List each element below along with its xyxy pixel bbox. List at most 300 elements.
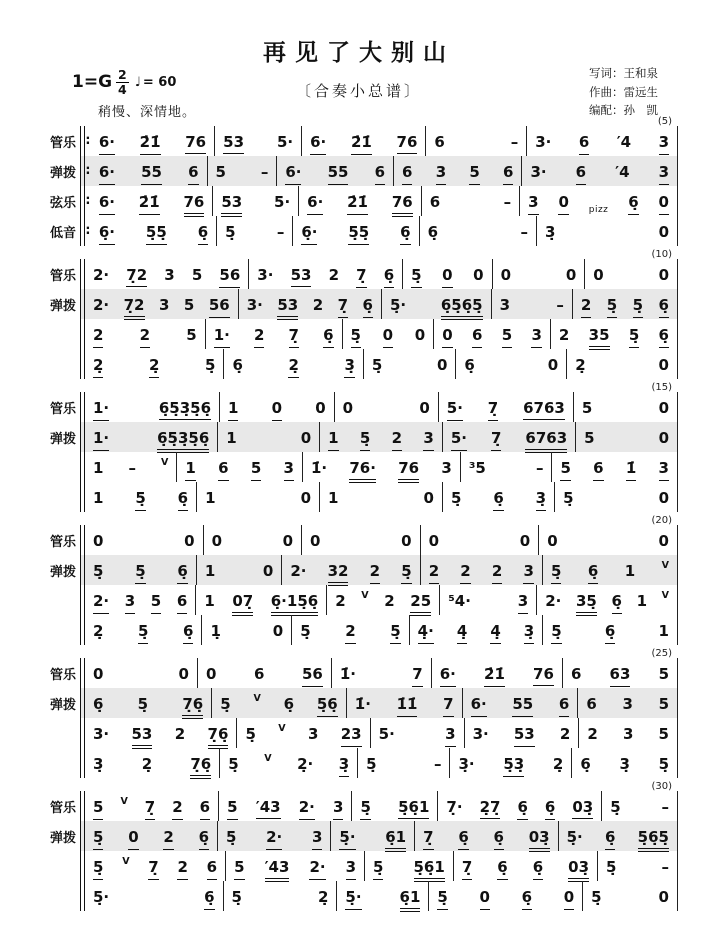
note-token: 2 — [460, 562, 470, 584]
notation-line — [80, 658, 678, 688]
note-token: 0 — [547, 532, 558, 550]
notation-line — [80, 482, 678, 512]
measure — [572, 748, 678, 778]
note-token: 5̣ — [137, 695, 149, 713]
note-token: 5 — [183, 296, 195, 314]
credit-lyricist: 写词：王和泉 — [589, 66, 658, 80]
measure — [91, 126, 215, 156]
note-token: 3 — [499, 296, 511, 314]
note-token: 6̣ — [493, 489, 503, 511]
score-systems — [0, 116, 718, 911]
note-token: 6̣ — [659, 326, 669, 348]
note-token: 0 — [282, 532, 294, 550]
note-token: 2 — [93, 326, 103, 348]
note-token: 5̣ — [231, 888, 242, 906]
notation-line — [80, 585, 678, 615]
note-token: 0 — [423, 489, 434, 507]
note-token: 0 — [565, 266, 577, 284]
note-token: – — [661, 858, 670, 876]
note-token: 5̣ — [607, 296, 617, 318]
note-token: 2̣ — [149, 356, 159, 378]
measure — [585, 259, 678, 289]
note-token: 6̣ — [533, 858, 543, 880]
note-token: 1̇· — [339, 665, 356, 683]
staff-row — [36, 615, 678, 645]
notation-line — [80, 821, 678, 851]
note-token: 2 — [392, 429, 402, 451]
staff-row — [36, 289, 678, 319]
note-token: 3̣ — [93, 755, 104, 773]
note-token: 5̣5̣ — [146, 223, 167, 245]
measure — [85, 658, 198, 688]
note-token: 5̣ — [300, 622, 311, 640]
system — [36, 648, 678, 778]
measure — [543, 555, 678, 585]
note-token: 2 — [254, 326, 264, 348]
measure — [438, 791, 602, 821]
note-token: 1 — [228, 399, 238, 421]
note-token: 2· — [545, 592, 562, 610]
measure — [219, 791, 352, 821]
measure — [403, 259, 492, 289]
note-token: 7̣ — [491, 429, 501, 451]
staff-row — [36, 658, 678, 688]
note-token: 6 — [570, 665, 582, 683]
note-token: 3 — [436, 163, 446, 185]
note-token: 6̣ — [494, 828, 504, 850]
note-token: 6̣ — [363, 296, 373, 318]
measure — [434, 319, 551, 349]
measure — [85, 881, 224, 911]
note-token: 6· — [471, 695, 487, 717]
measure-number: (5) — [657, 116, 672, 127]
note-token: 0 — [442, 326, 452, 348]
measure — [537, 585, 678, 615]
note-token: 5̣ — [551, 562, 561, 584]
notation-line — [80, 851, 678, 881]
note-token: 0 — [178, 665, 189, 683]
measure — [426, 126, 527, 156]
note-token: 76 — [533, 665, 554, 689]
note-token: 5̣ — [450, 489, 462, 507]
note-token: 3 — [346, 858, 356, 880]
note-token: 2̇1̇ — [351, 133, 372, 155]
note-token: 6 — [472, 326, 482, 348]
note-token: 5̣ — [610, 798, 621, 816]
staff-row — [36, 881, 678, 911]
note-token: 2̣ — [575, 356, 586, 374]
note-token: 2 — [312, 296, 324, 314]
measure — [282, 555, 420, 585]
note-token: 5· — [451, 429, 467, 451]
note-token: 0 — [473, 266, 484, 284]
note-token: 6· — [310, 133, 326, 155]
note-token: 6̣ — [199, 828, 209, 850]
note-token: 0 — [442, 266, 452, 288]
note-token: 0 — [272, 622, 284, 640]
note-token: 0 — [658, 532, 669, 550]
measure — [206, 319, 343, 349]
instrument-label: 管乐 — [49, 800, 76, 816]
note-token: 2̣ — [93, 622, 104, 640]
instrument-label — [36, 718, 80, 748]
note-token: 53 — [223, 133, 244, 157]
staff-row — [36, 791, 678, 821]
measure — [576, 422, 678, 452]
note-token: 6 — [253, 665, 265, 683]
note-token: 5̣· — [345, 888, 361, 910]
note-token: 6̣ — [177, 562, 187, 584]
measure — [85, 821, 218, 851]
note-token: 5· — [274, 193, 291, 211]
note-token: 35̣ — [576, 592, 597, 616]
measure — [197, 482, 320, 512]
measure — [327, 585, 440, 615]
measure-number: (25) — [651, 648, 672, 659]
note-token: 56 — [209, 296, 230, 318]
note-token: 0 — [436, 356, 448, 374]
note-token: 6̣ — [659, 296, 669, 318]
instrument-label: 弹拨 — [49, 564, 76, 580]
note-token: 6 — [434, 133, 445, 151]
note-token: 5̣ — [551, 622, 561, 644]
note-token: 25 — [410, 592, 431, 616]
note-token: 3· — [93, 725, 110, 743]
note-token: 3 — [445, 725, 455, 747]
instrument-label: 弦乐 — [49, 195, 76, 211]
measure — [85, 615, 202, 645]
note-token: 6̣ — [178, 489, 188, 511]
note-token: 5 — [151, 592, 161, 614]
note-token: 5̣· — [389, 296, 407, 314]
measure — [212, 688, 347, 718]
note-token: 3 — [622, 695, 633, 713]
measure — [429, 881, 583, 911]
note-token: 1 — [226, 429, 237, 447]
measure — [218, 422, 320, 452]
meter-denominator: 4 — [118, 81, 127, 97]
note-token: 5̣ — [366, 755, 377, 773]
measure — [249, 259, 403, 289]
note-token: – — [260, 163, 269, 181]
staff-row — [36, 216, 678, 246]
note-token: 6̣ — [545, 798, 555, 820]
note-token: 6763 — [525, 429, 567, 453]
note-token: 2· — [299, 798, 315, 820]
time-signature — [116, 68, 129, 97]
note-token: 1 — [185, 459, 195, 481]
measure — [237, 718, 370, 748]
note-token: 3 — [125, 592, 135, 614]
measure — [454, 851, 598, 881]
note-token: 2̇1̇ — [347, 193, 368, 215]
note-token: 5̣ — [629, 326, 639, 348]
note-token: 6· — [440, 665, 456, 687]
note-token: 6̣ — [93, 695, 104, 713]
note-token: 0 — [128, 828, 138, 850]
measure — [422, 186, 520, 216]
note-token: 2 — [558, 326, 570, 344]
note-token: 5̣ — [93, 562, 104, 580]
note-token: 1̇1̇ — [397, 695, 418, 717]
note-token: 5̣ — [437, 888, 447, 910]
note-token: 5̣ — [228, 755, 239, 773]
measure — [85, 349, 224, 379]
note-token: 2̣ — [141, 755, 153, 773]
note-token: 3· — [530, 163, 547, 181]
note-token: 76· — [349, 459, 376, 483]
note-token: 1 — [636, 592, 648, 610]
note-token: 2 — [335, 592, 346, 610]
note-token: 0 — [205, 665, 217, 683]
note-token: 6̣ — [232, 356, 243, 374]
measure — [432, 658, 563, 688]
note-token: 53 — [514, 725, 535, 747]
note-token: 53 — [277, 296, 298, 320]
instrument-label — [36, 482, 80, 512]
note-token: – — [535, 459, 544, 477]
note-token: 6̣ — [427, 223, 439, 241]
note-token: – — [556, 296, 564, 314]
note-token: 7̣2 — [124, 296, 145, 320]
note-token: 6̣5̣6̣5̣ — [441, 296, 483, 320]
key-label: 1=G — [72, 72, 113, 93]
note-token: 6̣1 — [400, 888, 421, 912]
note-token: 6̣ — [198, 223, 208, 245]
note-token: 5̣· — [566, 828, 583, 846]
measure — [567, 349, 678, 379]
measure — [602, 791, 678, 821]
measure — [226, 851, 365, 881]
articulation-mark: V — [661, 590, 670, 601]
note-token: 3 — [622, 725, 634, 743]
note-token: 5̣ — [373, 858, 383, 880]
note-token: 3· — [535, 133, 552, 151]
notation-line — [80, 452, 678, 482]
note-token: 6 — [576, 163, 586, 185]
note-token: 6̣ — [497, 858, 507, 880]
note-token: 7̣ — [462, 858, 472, 880]
key-signature — [72, 68, 176, 97]
note-token: 3· — [472, 725, 489, 743]
measure — [85, 555, 197, 585]
note-token: 3 — [164, 266, 175, 284]
measure — [208, 156, 278, 186]
notation-line — [80, 615, 678, 645]
measure — [421, 525, 540, 555]
note-token: 0 — [272, 399, 282, 421]
note-token: 2̇1̇ — [140, 133, 161, 155]
note-token: 6̣· — [99, 223, 115, 245]
instrument-label: 管乐 — [49, 135, 76, 151]
staff-row — [36, 821, 678, 851]
note-token: 2̇1̇ — [139, 193, 160, 215]
measure — [302, 525, 421, 555]
note-token: 76 — [184, 193, 205, 217]
note-token: 5· — [276, 133, 294, 151]
note-token: 2 — [163, 828, 173, 850]
measure — [465, 718, 580, 748]
note-token: 1 — [328, 489, 339, 507]
measure — [527, 126, 678, 156]
measure — [91, 156, 208, 186]
note-token: 5̣5̣ — [348, 223, 369, 245]
note-token: 7̣ — [289, 326, 299, 348]
note-token: 6̣ — [204, 888, 214, 910]
note-token: 1̇· — [310, 459, 328, 477]
note-token: 6 — [218, 459, 228, 481]
note-token: 3 — [333, 798, 343, 820]
note-token: – — [433, 755, 442, 773]
note-token: 5 — [658, 725, 669, 743]
notation-line — [80, 525, 678, 555]
measure — [520, 186, 678, 216]
note-token: 3 — [158, 296, 170, 314]
measure — [394, 156, 522, 186]
note-token: 1 — [624, 562, 636, 580]
note-token: 3̣ — [339, 755, 349, 777]
note-token: 0 — [500, 266, 512, 284]
measure — [559, 821, 678, 851]
notation-line — [80, 392, 678, 422]
note-token: 5 — [234, 858, 244, 880]
note-token: 5 — [469, 163, 479, 185]
notation-line — [80, 349, 678, 379]
note-token: 5̣ — [226, 828, 237, 846]
note-token: 0 — [428, 532, 440, 550]
note-token: 2 — [177, 858, 187, 880]
measure — [299, 186, 422, 216]
note-token: 6̣· — [301, 223, 317, 245]
note-token: 0 — [262, 562, 274, 580]
instrument-label: 弹拨 — [49, 165, 76, 181]
note-token: 5 — [215, 163, 226, 181]
articulation-mark: V — [161, 457, 169, 468]
measure — [492, 289, 573, 319]
note-token: 5̣6̣5̣ — [638, 828, 669, 852]
measure — [224, 349, 363, 379]
measure — [461, 452, 553, 482]
measure — [415, 821, 558, 851]
measure — [85, 259, 249, 289]
instrument-label — [36, 748, 80, 778]
measure — [204, 525, 302, 555]
articulation-mark: V — [661, 560, 669, 571]
repeat-start-dots: ∶ — [86, 163, 90, 179]
note-token: 2̣ — [93, 356, 103, 378]
staff-row — [36, 349, 678, 379]
measure — [335, 392, 439, 422]
measure — [522, 156, 678, 186]
note-token: 5̣· — [339, 828, 355, 850]
note-token: 76 — [398, 459, 419, 483]
note-token: 5̣ — [401, 562, 411, 584]
measure — [343, 319, 435, 349]
measure — [331, 821, 415, 851]
measure — [85, 851, 226, 881]
note-token: 4̣ — [457, 622, 467, 644]
note-token: 0 — [93, 665, 104, 683]
system — [36, 382, 678, 512]
measure — [85, 718, 237, 748]
note-token: 3̣ — [545, 223, 556, 241]
measure — [239, 289, 382, 319]
measure — [85, 422, 218, 452]
note-token: 6̣ — [580, 755, 591, 773]
note-token: 3 — [423, 429, 433, 451]
note-token: ′4 — [615, 163, 630, 181]
note-token: 0 — [383, 326, 393, 348]
note-token: 3· — [257, 266, 274, 284]
measure — [443, 422, 576, 452]
note-token: 6̣ — [588, 562, 598, 584]
note-token: 55 — [141, 163, 162, 185]
note-token: 0 — [419, 399, 430, 417]
instrument-label: 管乐 — [49, 401, 76, 417]
notation-line — [80, 555, 678, 585]
instrument-label — [36, 452, 80, 482]
note-token: 6̣ — [628, 193, 638, 215]
score-subtitle: 〔合奏小总谱〕 — [295, 82, 422, 100]
note-token: 6̣ — [612, 592, 622, 614]
notation-line — [80, 422, 678, 452]
note-token: 0 — [414, 326, 426, 344]
measure — [382, 289, 492, 319]
note-token: 5̣ — [606, 858, 617, 876]
note-token: 6 — [375, 163, 385, 185]
measure — [337, 881, 429, 911]
note-token: 0 — [93, 532, 104, 550]
note-token: 1· — [93, 429, 109, 451]
note-token: 7̣6̣ — [208, 725, 229, 749]
measure — [421, 555, 543, 585]
note-token: 5̣ — [360, 798, 370, 820]
staff-row — [36, 585, 678, 615]
score-header — [0, 0, 718, 122]
note-token: 3 — [518, 592, 528, 614]
measure — [456, 349, 567, 379]
note-token: 35 — [589, 326, 610, 350]
note-token: 0 — [342, 399, 354, 417]
note-token: 5̣ — [591, 888, 602, 906]
note-token: – — [510, 133, 519, 151]
measure — [440, 585, 537, 615]
note-token: 5̣ — [658, 755, 670, 773]
note-token: 7 — [412, 665, 422, 687]
note-token: 1· — [93, 399, 109, 421]
note-token: 5· — [378, 725, 395, 743]
note-token: 2̣ — [552, 755, 564, 773]
note-token: 5 — [560, 459, 570, 481]
notation-line — [80, 126, 678, 156]
note-token: 03̣ — [529, 828, 550, 852]
instrument-label: 弹拨 — [49, 697, 76, 713]
note-token: 6· — [307, 193, 323, 215]
note-token: 5 — [502, 326, 512, 348]
staff-row — [36, 718, 678, 748]
note-token: 2 — [345, 622, 355, 644]
notation-line — [80, 748, 678, 778]
note-token: ′43 — [265, 858, 290, 882]
repeat-start-dots: ∶ — [86, 133, 90, 149]
note-token: 6̣ — [283, 695, 295, 713]
note-token: 1 — [204, 562, 216, 580]
note-token: 6 — [429, 193, 441, 211]
instrument-label — [36, 615, 80, 645]
staff-row — [36, 319, 678, 349]
note-token: 2 — [174, 725, 186, 743]
note-token: 03̣ — [568, 858, 589, 882]
